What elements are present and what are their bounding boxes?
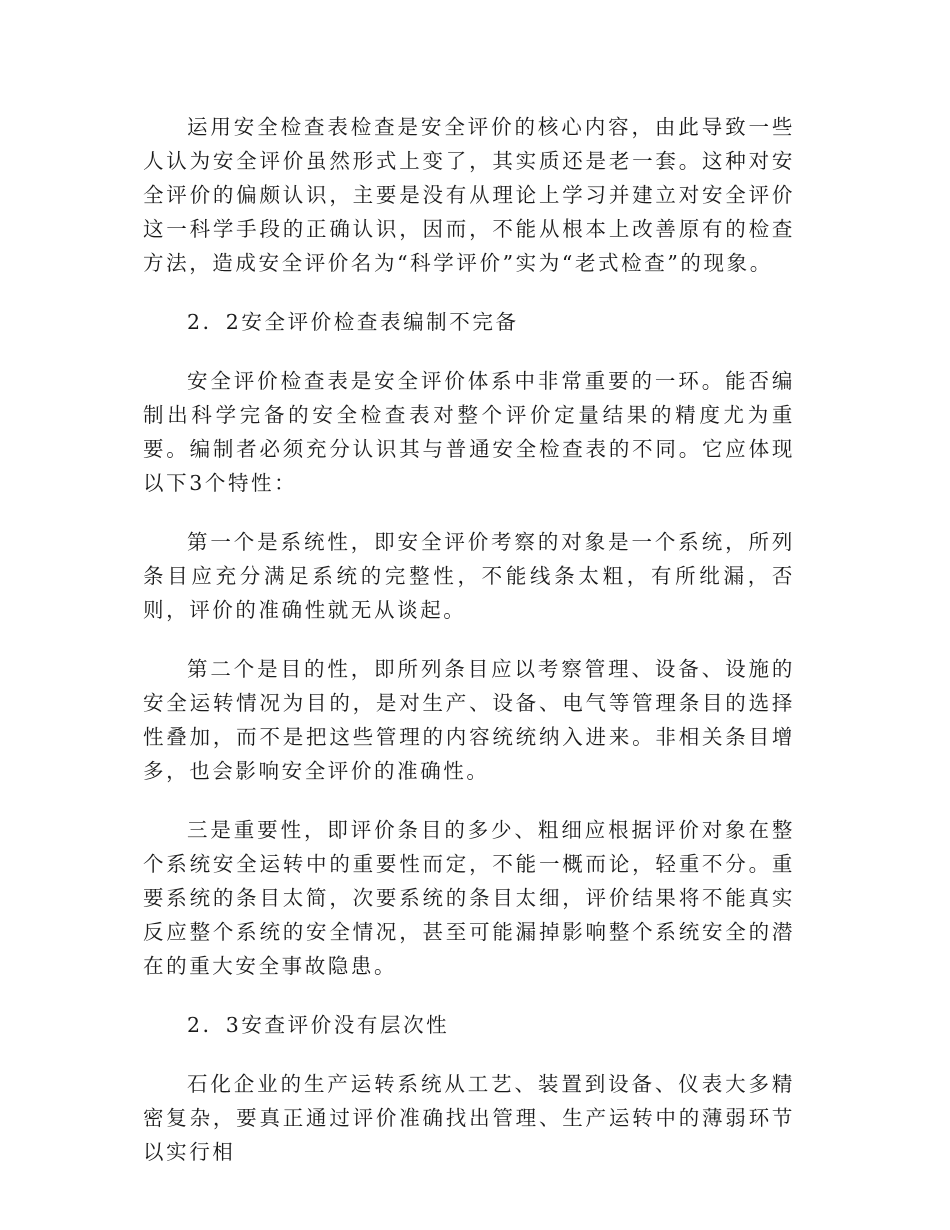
paragraph-systematic: 第一个是系统性，即安全评价考察的对象是一个系统，所列条目应充分满足系统的完整性，不能线条太粗，有所纰漏，否则，评价的准确性就无从谈起。: [143, 530, 795, 622]
paragraph-petrochemical-systems: 石化企业的生产运转系统从工艺、装置到设备、仪表大多精密复杂，要真正通过评价准确找出管理、生产运转中的薄弱环节以实行相: [143, 1072, 795, 1164]
paragraph-checklist-importance: 安全评价检查表是安全评价体系中非常重要的一环。能否编制出科学完备的安全检查表对整个评价定量结果的精度尤为重要。编制者必须充分认识其与普通安全检查表的不同。它应体现以下3个特性：: [143, 369, 795, 495]
section-heading-2-2: 2．2安全评价检查表编制不完备: [187, 310, 519, 334]
paragraph-purposeful: 第二个是目的性，即所列条目应以考察管理、设备、设施的安全运转情况为目的，是对生产、设备、电气等管理条目的选择性叠加，而不是把这些管理的内容统统纳入进来。非相关条目增多，也会影响安全评价的准确性。: [143, 657, 795, 783]
document-page: [143, 110, 795, 1194]
paragraph-security-checklist-core: 运用安全检查表检查是安全评价的核心内容，由此导致一些人认为安全评价虽然形式上变了，其实质还是老一套。这种对安全评价的偏颇认识，主要是没有从理论上学习并建立对安全评价这一科学手段的正确认识，因而，不能从根本上改善原有的检查方法，造成安全评价名为“科学评价”实为“老式检查”的现象。: [143, 115, 795, 275]
paragraph-importance: 三是重要性，即评价条目的多少、粗细应根据评价对象在整个系统安全运转中的重要性而定，不能一概而论，轻重不分。重要系统的条目太简，次要系统的条目太细，评价结果将不能真实反应整个系统的安全情况，甚至可能漏掉影响整个系统安全的潜在的重大安全事故隐患。: [143, 818, 795, 978]
section-heading-2-3: 2．3安查评价没有层次性: [187, 1013, 450, 1037]
